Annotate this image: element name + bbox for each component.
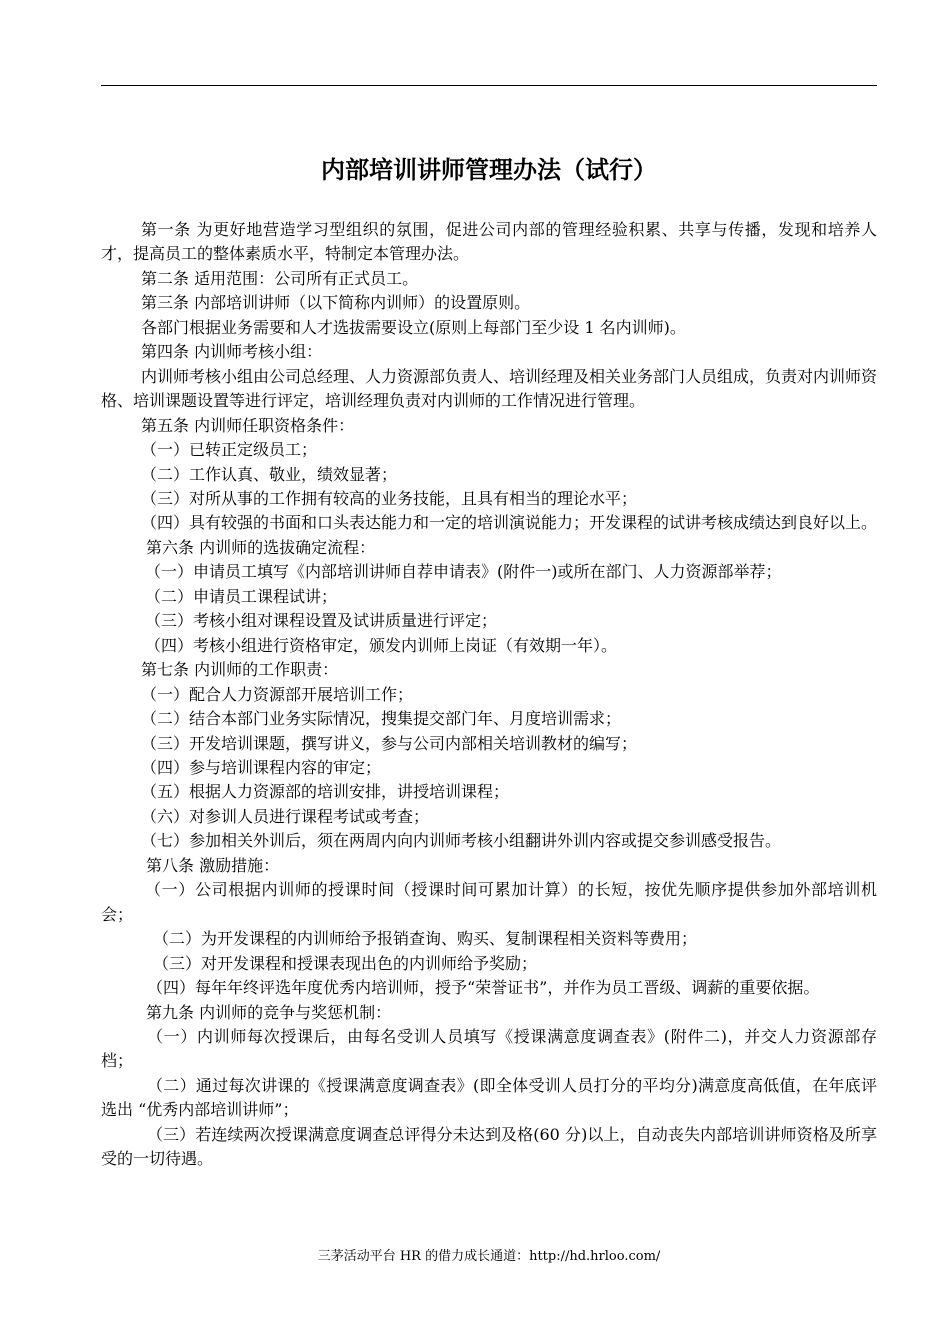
article-7-item-3: （三）开发培训课题，撰写讲义，参与公司内部相关培训教材的编写； [141,733,638,753]
article-5-item-2: （二）工作认真、敬业，绩效显著； [141,464,398,484]
article-6-item-4: （四）考核小组进行资格审定，颁发内训师上岗证（有效期一年）。 [145,635,618,655]
article-8: 第八条 激励措施： [146,855,280,875]
article-4: 第四条 内训师考核小组： [141,342,323,362]
article-2: 第二条 适用范围：公司所有正式员工。 [141,268,419,288]
article-7-item-1: （一）配合人力资源部开展培训工作； [141,684,414,704]
article-9-item-2: （二）通过每次讲课的《授课满意度调查表》(即全体受训人员打分的平均分)满意度高低值，在年底评选出 “优秀内部培训讲师”； [101,1075,877,1120]
article-9: 第九条 内训师的竞争与奖惩机制： [146,1002,392,1022]
article-5: 第五条 内训师任职资格条件： [141,415,355,435]
article-6-item-2: （二）申请员工课程试讲； [145,586,338,606]
document-body [101,218,877,1172]
article-3: 第三条 内部培训讲师（以下简称内训师）的设置原则。 [141,293,531,313]
article-7-item-4: （四）参与培训课程内容的审定； [141,757,382,777]
header-rule [101,85,877,86]
article-8-item-1: （一）公司根据内训师的授课时间（授课时间可累加计算）的长短，按优先顺序提供参加外部培训机会； [101,880,877,924]
page-footer: 三茅活动平台 HR 的借力成长通道：http://hd.hrloo.com/ [317,1249,661,1264]
article-1: 第一条 为更好地营造学习型组织的氛围，促进公司内部的管理经验积累、共享与传播，发现和培养人才，提高员工的整体素质水平，特制定本管理办法。 [101,220,877,264]
document-title: 内部培训讲师管理办法（试行） [321,156,657,184]
article-6-item-1: （一）申请员工填写《内部培训讲师自荐申请表》(附件一)或所在部门、人力资源部举荐； [145,562,782,582]
article-5-item-1: （一）已转正定级员工； [141,440,318,460]
article-7-item-2: （二）结合本部门业务实际情况，搜集提交部门年、月度培训需求； [141,709,622,729]
article-8-item-4: （四）每年年终评选年度优秀内培训师，授予“荣誉证书”，并作为员工晋级、调薪的重要依据。 [147,978,820,998]
article-7-item-6: （六）对参训人员进行课程考试或考查； [141,806,430,826]
article-4-body: 内训师考核小组由公司总经理、人力资源部负责人、培训经理及相关业务部门人员组成，负责对内训师资格、培训课题设置等进行评定，培训经理负责对内训师的工作情况进行管理。 [101,366,877,411]
article-5-item-4: （四）具有较强的书面和口头表达能力和一定的培训演说能力；开发课程的试讲考核成绩达到良好以上。 [141,513,877,533]
article-7: 第七条 内训师的工作职责： [141,660,339,680]
article-9-item-3: （三）若连续两次授课满意度调查总评得分未达到及格(60 分)以上，自动丧失内部培训讲师资格及所享受的一切待遇。 [101,1124,877,1169]
article-5-item-3: （三）对所从事的工作拥有较高的业务技能，且具有相当的理论水平； [141,488,638,508]
article-3-body: 各部门根据业务需要和人才选拔需要设立(原则上每部门至少设 1 名内训师)。 [141,317,686,337]
article-8-item-2: （二）为开发课程的内训师给予报销查询、购买、复制课程相关资料等费用； [153,929,698,949]
article-6-item-3: （三）考核小组对课程设置及试讲质量进行评定； [145,611,498,631]
article-7-item-7: （七）参加相关外训后，须在两周内向内训师考核小组翻讲外训内容或提交参训感受报告。 [141,831,782,851]
article-6: 第六条 内训师的选拔确定流程： [146,537,376,557]
article-8-item-3: （三）对开发课程和授课表现出色的内训师给予奖励； [153,953,538,973]
article-9-item-1: （一）内训师每次授课后，由每名受训人员填写《授课满意度调查表》(附件二)，并交人力资源部存档； [101,1026,877,1071]
article-7-item-5: （五）根据人力资源部的培训安排，讲授培训课程； [141,782,510,802]
